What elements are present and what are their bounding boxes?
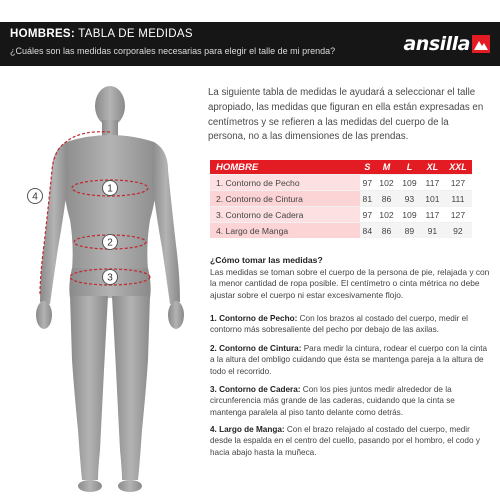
table-cell: 102 — [375, 207, 398, 223]
table-row — [210, 223, 472, 239]
instruction-label: 3. Contorno de Cadera: — [210, 385, 301, 394]
svg-text:4: 4 — [32, 191, 38, 203]
table-row — [210, 191, 472, 207]
body-shape — [36, 86, 184, 492]
instruction-label: 2. Contorno de Cintura: — [210, 344, 302, 353]
table-cell: 93 — [398, 191, 421, 207]
header-cell-s: S — [360, 160, 375, 175]
table-cell: 97 — [360, 175, 375, 191]
row-label: 1. Contorno de Pecho — [210, 175, 360, 191]
table-cell: 102 — [375, 175, 398, 191]
howto-text: Las medidas se toman sobre el cuerpo de la persona de pie, relajada y con la menor cantidad de ropa posible. El centímetro o cinta métrica no debe ajustar sobre el cuerpo ni estar excesivamente flojo. — [210, 266, 490, 300]
svg-text:2: 2 — [107, 237, 113, 249]
table-cell: 89 — [398, 223, 421, 239]
marker-3 — [103, 270, 118, 285]
table-cell: 101 — [421, 191, 444, 207]
header-cell-m: M — [375, 160, 398, 175]
size-table — [210, 160, 472, 238]
header-cell-xl: XL — [421, 160, 444, 175]
table-cell: 111 — [444, 191, 472, 207]
svg-text:3: 3 — [107, 272, 113, 284]
instruction-label: 4. Largo de Manga: — [210, 425, 285, 434]
brand-logo — [403, 30, 490, 58]
instruction-label: 1. Contorno de Pecho: — [210, 314, 298, 323]
body-silhouette — [0, 70, 200, 500]
instruction-text: Con los brazos al costado del cuerpo, medir el contorno más sobresaliente del pecho por debajo de las axilas. — [210, 314, 469, 335]
table-cell: 97 — [360, 207, 375, 223]
page-title — [10, 28, 193, 40]
table-cell: 117 — [421, 175, 444, 191]
brand-wordmark: ansilla — [403, 33, 470, 55]
size-table-header — [210, 160, 472, 175]
header-cell-hombre: HOMBRE — [210, 160, 360, 175]
table-row — [210, 207, 472, 223]
instruction-text: Con los pies juntos medir alrededor de la circunferencia más grande de las caderas, cuidando que la cinta se mantenga paralela al piso tanto delante como detrás. — [210, 385, 455, 417]
page-subtitle: ¿Cuáles son las medidas corporales necesarias para elegir el talle de mi prenda? — [10, 46, 336, 56]
table-cell: 92 — [444, 223, 472, 239]
svg-text:1: 1 — [107, 183, 113, 195]
table-cell: 91 — [421, 223, 444, 239]
table-cell: 84 — [360, 223, 375, 239]
instruction-chest — [210, 313, 490, 336]
table-cell: 86 — [375, 191, 398, 207]
intro-paragraph: La siguiente tabla de medidas le ayudará a seleccionar el talle apropiado, las medidas que figuran en ella están expresadas en centímetros y se refieren a las medidas del cuerpo de la persona, no a las dimensiones de las prendas. — [208, 87, 484, 143]
marker-2 — [103, 235, 118, 250]
table-row — [210, 175, 472, 191]
howto-section — [210, 255, 490, 301]
row-label: 4. Largo de Manga — [210, 223, 360, 239]
table-cell: 109 — [398, 207, 421, 223]
instruction-sleeve — [210, 424, 490, 458]
title-rest: TABLA DE MEDIDAS — [75, 28, 193, 40]
row-label: 2. Contorno de Cintura — [210, 191, 360, 207]
table-cell: 127 — [444, 207, 472, 223]
instruction-waist — [210, 343, 490, 377]
instruction-text: Con el brazo relajado al costado del cuerpo, medir desde la espalda en el centro del cuello, pasando por el hombro, el codo y hacia abajo hasta la muñeca. — [210, 425, 480, 457]
instruction-hip — [210, 384, 490, 418]
table-cell: 109 — [398, 175, 421, 191]
row-label: 3. Contorno de Cadera — [210, 207, 360, 223]
howto-question: ¿Cómo tomar las medidas? — [210, 255, 323, 265]
title-bold: HOMBRES: — [10, 28, 76, 40]
header-cell-xxl: XXL — [444, 160, 472, 175]
table-cell: 127 — [444, 175, 472, 191]
instruction-text: Para medir la cintura, rodear el cuerpo con la cinta a la altura del ombligo cuidando que ésta se mantenga pareja a la altura de todo el recorrido. — [210, 344, 488, 376]
header-bar — [0, 22, 500, 66]
table-cell: 81 — [360, 191, 375, 207]
marker-1 — [103, 181, 118, 196]
table-cell: 117 — [421, 207, 444, 223]
mountain-icon — [472, 35, 490, 53]
marker-4 — [28, 189, 43, 204]
header-cell-l: L — [398, 160, 421, 175]
table-cell: 86 — [375, 223, 398, 239]
